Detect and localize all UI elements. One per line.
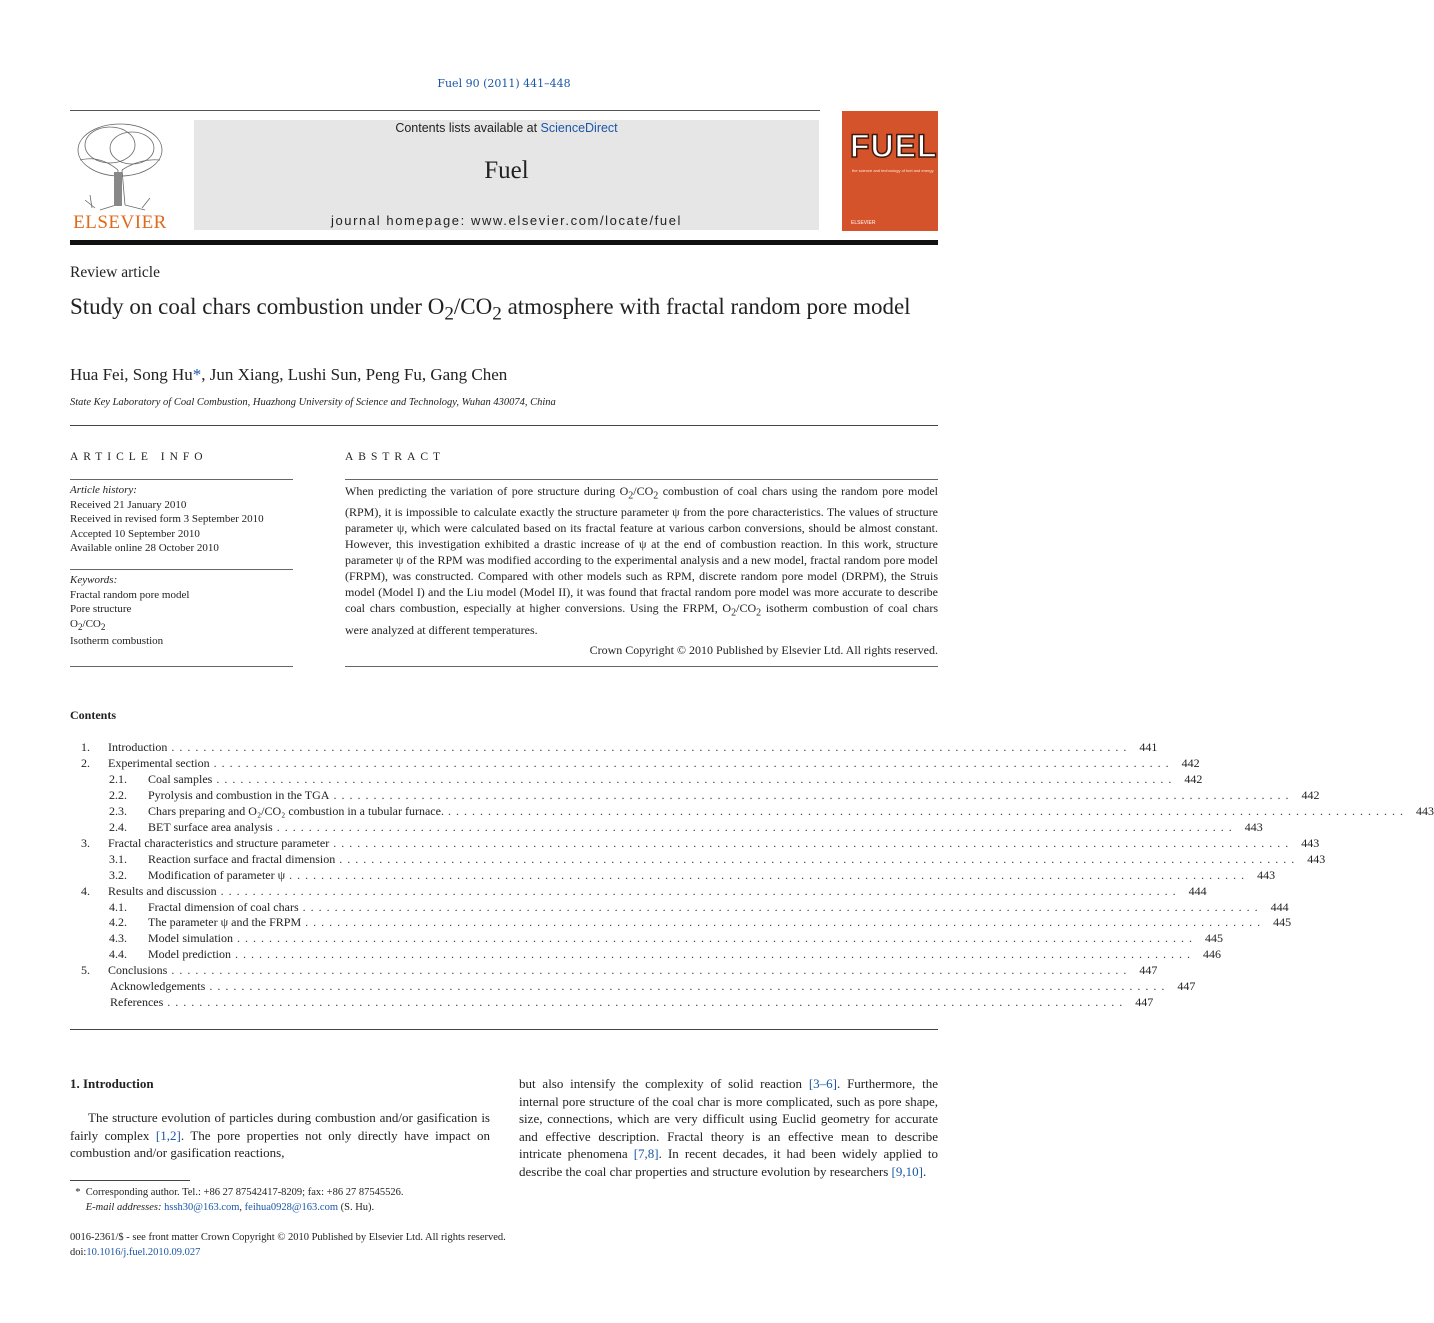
toc-number: 4.1. bbox=[109, 899, 127, 914]
abstract-rule bbox=[345, 666, 938, 667]
abstract-subscript: 2 bbox=[628, 490, 634, 502]
toc-label: Conclusions bbox=[108, 963, 168, 978]
toc-label: Fractal characteristics and structure parameter bbox=[108, 835, 330, 850]
citation-link[interactable]: [1,2] bbox=[155, 1127, 181, 1143]
toc-entry[interactable] bbox=[70, 930, 1223, 946]
toc-entry[interactable] bbox=[70, 994, 1154, 1010]
toc-leader-dots: . . . . . . . . . . . . . . . . . . . . . . . . . . . . . . . . . . . . . . . . . . . . . . . . . . . . . . . . . . . . . . . . . . . . . . . . . . . . . . . . . . . . . . . . . . . . . . . . . . . . . . . . . . . . . . . . . . . . . . . . bbox=[333, 787, 1290, 802]
article-type: Review article bbox=[70, 264, 160, 281]
toc-entry[interactable] bbox=[70, 771, 1203, 787]
footnote-mark: * bbox=[75, 1187, 81, 1198]
body-text: . The pore properties not only directly have impact on combustion and/or gasification reactions, bbox=[70, 1127, 490, 1160]
title-text: Study on coal chars combustion under O bbox=[70, 294, 445, 319]
toc-number: 2.2. bbox=[109, 787, 127, 802]
title-text: atmosphere with fractal random pore model bbox=[501, 294, 911, 319]
toc-number: 2.4. bbox=[109, 819, 127, 834]
abstract-rule bbox=[345, 479, 938, 480]
toc-label: References bbox=[110, 995, 164, 1010]
toc-number: 2.3. bbox=[109, 803, 127, 818]
cover-subtitle: the science and technology of fuel and energy bbox=[852, 168, 934, 173]
author-names: , Jun Xiang, Lushi Sun, Peng Fu, Gang Chen bbox=[201, 365, 508, 384]
toc-entry[interactable] bbox=[70, 914, 1292, 930]
abstract-subscript: 2 bbox=[653, 490, 659, 502]
toc-number: 4.4. bbox=[109, 947, 127, 962]
toc-entry[interactable] bbox=[70, 787, 1320, 803]
contents-prefix: Contents lists available at bbox=[395, 121, 541, 135]
history-item: Available online 28 October 2010 bbox=[70, 542, 219, 554]
toc-leader-dots: . . . . . . . . . . . . . . . . . . . . . . . . . . . . . . . . . . . . . . . . . . . . . . . . . . . . . . . . . . . . . . . . . . . . . . . . . . . . . . . . . . . . . . . . . . . . . . . . . . . . . . . . . . . . . . . . . . . . . . . . bbox=[209, 979, 1166, 994]
publisher-logo-text: ELSEVIER bbox=[73, 212, 167, 233]
email-separator: , bbox=[239, 1201, 245, 1213]
toc-page-number: 444 bbox=[1270, 899, 1289, 914]
introduction-left-column bbox=[70, 1109, 490, 1162]
toc-number bbox=[70, 994, 110, 1010]
history-item: Received 21 January 2010 bbox=[70, 498, 187, 511]
toc-leader-dots: . . . . . . . . . . . . . . . . . . . . . . . . . . . . . . . . . . . . . . . . . . . . . . . . . . . . . . . . . . . . . . . . . . . . . . . . . . . . . . . . . . . . . . . . . . . . . . . . . . . . . . . . . . . . . . . . . . . . . . . . bbox=[333, 835, 1290, 850]
toc-leader-dots: . . . . . . . . . . . . . . . . . . . . . . . . . . . . . . . . . . . . . . . . . . . . . . . . . . . . . . . . . . . . . . . . . . . . . . . . . . . . . . . . . . . . . . . . . . . . . . . . . . . . . . . . . . . . . . . . . . . . . . . . bbox=[339, 851, 1296, 866]
journal-reference[interactable]: Fuel 90 (2011) 441–448 bbox=[437, 77, 571, 90]
toc-entry[interactable] bbox=[70, 835, 1320, 851]
article-info-heading: ARTICLE INFO bbox=[70, 451, 208, 463]
history-item: Received in revised form 3 September 2010 bbox=[70, 513, 264, 525]
email-link[interactable]: feihua0928@163.com bbox=[244, 1201, 339, 1213]
cover-title: FUEL bbox=[850, 128, 938, 164]
toc-label: Modification of parameter ψ bbox=[148, 867, 286, 882]
issn-line: 0016-2361/$ - see front matter Crown Copyright © 2010 Published by Elsevier Ltd. All rights reserved. bbox=[70, 1232, 506, 1243]
toc-label: Acknowledgements bbox=[110, 979, 206, 994]
footnote-line bbox=[70, 1186, 403, 1201]
toc-leader-dots: . . . . . . . . . . . . . . . . . . . . . . . . . . . . . . . . . . . . . . . . . . . . . . . . . . . . . . . . . . . . . . . . . . . . . . . . . . . . . . . . . . . . . . . . . . . . . . . . . . . . . . . . . . . . . . . . . . . . . . . . bbox=[237, 931, 1193, 946]
history-item: Accepted 10 September 2010 bbox=[70, 527, 200, 540]
keywords bbox=[70, 573, 189, 649]
toc-leader-dots: . . . . . . . . . . . . . . . . . . . . . . . . . . . . . . . . . . . . . . . . . . . . . . . . . . . . . . . . . . . . . . . . . . . . . . . . . . . . . . . . . . . . . . . . . . . . . . . . . . . . . . . . . . . . . . . . . . . . . . . . bbox=[167, 995, 1124, 1010]
article-title bbox=[70, 292, 920, 329]
toc-label: Chars preparing and O₂/CO₂ combustion in a tubular furnace. bbox=[148, 803, 444, 818]
toc-leader-dots: . . . . . . . . . . . . . . . . . . . . . . . . . . . . . . . . . . . . . . . . . . . . . . . . . . . . . . . . . . . . . . . . . . . . . . . . . . . . . . . . . . . . . . . . . . . . . . . . . . . . . . . . . . . . . . . . . . . . . . . . bbox=[305, 915, 1262, 930]
doi-link[interactable]: 10.1016/j.fuel.2010.09.027 bbox=[86, 1246, 201, 1258]
toc-page-number: 447 bbox=[1135, 995, 1154, 1010]
toc-entry[interactable] bbox=[70, 803, 1434, 819]
toc-page-number: 442 bbox=[1301, 787, 1320, 802]
toc-label: Experimental section bbox=[108, 755, 210, 770]
toc-label: Coal samples bbox=[148, 771, 213, 786]
sciencedirect-link[interactable]: ScienceDirect bbox=[540, 121, 618, 135]
abstract-heading: ABSTRACT bbox=[345, 451, 446, 463]
corresponding-author-mark[interactable]: * bbox=[192, 365, 202, 384]
toc-leader-dots: . . . . . . . . . . . . . . . . . . . . . . . . . . . . . . . . . . . . . . . . . . . . . . . . . . . . . . . . . . . . . . . . . . . . . . . . . . . . . . . . . . . . . . . . . . . . . . . . . . . . . . . . . . . . . . . . . . . . . . . . bbox=[302, 899, 1259, 914]
keyword-text: /CO bbox=[82, 617, 101, 630]
keyword: Isotherm combustion bbox=[70, 635, 164, 648]
toc-page-number: 447 bbox=[1177, 979, 1196, 994]
body-text: . bbox=[922, 1163, 927, 1179]
toc-page-number: 445 bbox=[1273, 915, 1292, 930]
toc-number: 4.2. bbox=[109, 915, 127, 930]
toc-leader-dots: . . . . . . . . . . . . . . . . . . . . . . . . . . . . . . . . . . . . . . . . . . . . . . . . . . . . . . . . . . . . . . . . . . . . . . . . . . . . . . . . . . . . . . . . . . . . . . . . . . . . . . . . . . . . . . . . . . . . . . . . bbox=[216, 771, 1173, 786]
toc-entry[interactable] bbox=[70, 819, 1263, 835]
toc-entry[interactable] bbox=[70, 739, 1158, 755]
toc-label: The parameter ψ and the FRPM bbox=[148, 915, 302, 930]
toc-entry[interactable] bbox=[70, 946, 1221, 962]
toc-page-number: 441 bbox=[1139, 740, 1158, 754]
body-text: . In recent decades, it had been widely applied to describe the coal char properties and structure evolution by researchers bbox=[519, 1146, 938, 1179]
toc-number: 2.1. bbox=[109, 771, 127, 786]
title-text: /CO bbox=[453, 294, 493, 319]
toc-number: 3.1. bbox=[109, 851, 127, 866]
toc-entry[interactable] bbox=[70, 883, 1207, 899]
toc-page-number: 446 bbox=[1202, 947, 1221, 962]
keyword: Fractal random pore model bbox=[70, 588, 190, 601]
footnote-rule bbox=[70, 1180, 190, 1181]
toc-leader-dots: . . . . . . . . . . . . . . . . . . . . . . . . . . . . . . . . . . . . . . . . . . . . . . . . . . . . . . . . . . . . . . . . . . . . . . . . . . . . . . . . . . . . . . . . . . . . . . . . . . . . . . . . . . . . . . . . . . . . . . . . bbox=[289, 867, 1246, 882]
abstract-subscript: 2 bbox=[731, 607, 737, 619]
introduction-right-column bbox=[519, 1075, 938, 1180]
cover-publisher: ELSEVIER bbox=[851, 220, 876, 226]
footnote-text: Corresponding author. Tel.: +86 27 87542417-8209; fax: +86 27 87545526. bbox=[85, 1187, 404, 1198]
toc-label: BET surface area analysis bbox=[148, 819, 273, 834]
toc-page-number: 443 bbox=[1301, 835, 1320, 850]
journal-name: Fuel bbox=[484, 157, 529, 184]
toc-leader-dots: . . . . . . . . . . . . . . . . . . . . . . . . . . . . . . . . . . . . . . . . . . . . . . . . . . . . . . . . . . . . . . . . . . . . . . . . . . . . . . . . . . . . . . . . . . . . . . . . . . . . . . . . . . . . . . . . . . . . . . . . bbox=[171, 963, 1128, 978]
citation-link[interactable]: [9,10] bbox=[891, 1163, 923, 1179]
abstract-copyright: Crown Copyright © 2010 Published by Elsevier Ltd. All rights reserved. bbox=[589, 643, 938, 657]
abstract-subscript: 2 bbox=[756, 607, 762, 619]
toc-label: Results and discussion bbox=[108, 883, 217, 898]
top-rule bbox=[70, 110, 820, 111]
toc-label: Reaction surface and fractal dimension bbox=[148, 851, 336, 866]
citation-link[interactable]: [7,8] bbox=[633, 1146, 659, 1161]
toc-page-number: 443 bbox=[1244, 819, 1263, 834]
toc-leader-dots: . . . . . . . . . . . . . . . . . . . . . . . . . . . . . . . . . . . . . . . . . . . . . . . . . . . . . . . . . . . . . . . . . . . . . . . . . . . . . . . . . . . . . . . . . . . . . . . . . . . . . . . . . . . . . . . . . . . . . . . . bbox=[220, 883, 1177, 898]
citation-link[interactable]: [3–6] bbox=[808, 1076, 838, 1091]
body-text: . Furthermore, the internal pore structure of the coal char is more complicated, such as pore shape, size, connections, which are very difficult using Euclid geometry for accurate and effective description. Fractal theory is an effective mean to describe intricate phenomena bbox=[519, 1076, 938, 1161]
toc-number: 1. bbox=[81, 740, 90, 754]
abstract-segment: /CO bbox=[736, 601, 757, 616]
toc-number bbox=[70, 978, 110, 994]
toc-leader-dots: . . . . . . . . . . . . . . . . . . . . . . . . . . . . . . . . . . . . . . . . . . . . . . . . . . . . . . . . . . . . . . . . . . . . . . . . . . . . . . . . . . . . . . . . . . . . . . . . . . . . . . . . . . . . . . . . . . . . . . . . bbox=[213, 755, 1170, 770]
keyword-subscript: 2 bbox=[100, 621, 106, 632]
toc-page-number: 444 bbox=[1188, 883, 1207, 898]
abstract-segment: isotherm combustion of coal chars were analyzed at different temperatures. bbox=[345, 601, 939, 637]
article-history bbox=[70, 483, 264, 556]
keyword bbox=[70, 617, 189, 635]
authors bbox=[70, 365, 507, 385]
footnote bbox=[70, 1186, 403, 1215]
toc-number: 4.3. bbox=[109, 931, 127, 946]
body-text: The structure evolution of particles during combustion and/or gasification is fairly complex bbox=[70, 1110, 490, 1143]
toc-number: 4. bbox=[81, 883, 90, 898]
info-rule bbox=[70, 479, 293, 480]
keyword-text: O bbox=[70, 617, 78, 630]
header-thick-rule bbox=[70, 240, 938, 245]
abstract-segment: combustion of coal chars using the random pore model (RPM), it is impossible to calculate exactly the structure parameter ψ from the pore characteristics. The values of structure parameter ψ, which were calculated based on its fractal feature at various carbon conversions, should be almost constant. However, this investigation exhibited a drastic increase of ψ at the end of combustion reaction. In this work, structure parameter ψ of the RPM was modified according to the experimental analysis and a new model, fractal random pore model (FRPM), was constructed. Compared with other models such as RPM, discrete random pore model (DRPM), the Struis model (Model I) and the Liu model (Model II), it was found that fractal random pore model was more accurate to describe coal chars combustion, especially at higher conversions. Using the FRPM, O bbox=[345, 484, 938, 616]
title-subscript: 2 bbox=[444, 303, 454, 325]
affiliation: State Key Laboratory of Coal Combustion, Huazhong University of Science and Technology, Wuhan 430074, China bbox=[70, 397, 556, 408]
contents-heading: Contents bbox=[70, 708, 117, 722]
toc-page-number: 445 bbox=[1205, 931, 1223, 946]
toc-entry[interactable] bbox=[70, 867, 1276, 883]
email-link[interactable]: hssh30@163.com bbox=[164, 1201, 240, 1213]
toc-number: 3.2. bbox=[109, 867, 127, 882]
abstract-text bbox=[345, 483, 938, 638]
toc-number: 3. bbox=[81, 835, 90, 850]
toc-label: Pyrolysis and combustion in the TGA bbox=[148, 787, 330, 802]
abstract-segment: /CO bbox=[633, 484, 654, 498]
toc-page-number: 443 bbox=[1307, 851, 1326, 866]
doi-line bbox=[70, 1246, 506, 1261]
toc-label: Fractal dimension of coal chars bbox=[148, 899, 299, 914]
journal-homepage[interactable]: journal homepage: www.elsevier.com/locate/fuel bbox=[330, 213, 683, 228]
toc-entry[interactable] bbox=[70, 851, 1326, 867]
bottom-info bbox=[70, 1231, 506, 1260]
toc-page-number: 447 bbox=[1139, 963, 1158, 978]
email-label: E-mail addresses: bbox=[85, 1201, 162, 1213]
toc-page-number: 442 bbox=[1184, 771, 1203, 786]
toc-entry[interactable] bbox=[70, 899, 1289, 915]
toc-leader-dots: . . . . . . . . . . . . . . . . . . . . . . . . . . . . . . . . . . . . . . . . . . . . . . . . . . . . . . . . . . . . . . . . . . . . . . . . . . . . . . . . . . . . . . . . . . . . . . . . . . . . . . . . . . . . . . . . . . . . . . . . bbox=[276, 819, 1233, 834]
toc-leader-dots: . . . . . . . . . . . . . . . . . . . . . . . . . . . . . . . . . . . . . . . . . . . . . . . . . . . . . . . . . . . . . . . . . . . . . . . . . . . . . . . . . . . . . . . . . . . . . . . . . . . . . . . . . . . . . . . . . . . . . . . . bbox=[447, 803, 1404, 818]
keywords-label: Keywords: bbox=[70, 574, 118, 586]
contents-available-line bbox=[194, 121, 819, 135]
body-text: but also intensify the complexity of solid reaction bbox=[519, 1076, 809, 1091]
toc-entry[interactable] bbox=[70, 962, 1158, 978]
toc-page-number: 443 bbox=[1415, 803, 1434, 818]
toc-leader-dots: . . . . . . . . . . . . . . . . . . . . . . . . . . . . . . . . . . . . . . . . . . . . . . . . . . . . . . . . . . . . . . . . . . . . . . . . . . . . . . . . . . . . . . . . . . . . . . . . . . . . . . . . . . . . . . . . . . . . . . . . bbox=[171, 740, 1128, 754]
toc-leader-dots: . . . . . . . . . . . . . . . . . . . . . . . . . . . . . . . . . . . . . . . . . . . . . . . . . . . . . . . . . . . . . . . . . . . . . . . . . . . . . . . . . . . . . . . . . . . . . . . . . . . . . . . . . . . . . . . . . . . . . . . . bbox=[234, 947, 1191, 962]
info-rule bbox=[70, 569, 293, 570]
abstract-segment: When predicting the variation of pore structure during O bbox=[345, 484, 629, 498]
doi-label: doi: bbox=[70, 1246, 87, 1258]
toc-number: 5. bbox=[81, 963, 90, 978]
toc-entry[interactable] bbox=[70, 755, 1200, 771]
toc-entry[interactable] bbox=[70, 978, 1196, 994]
footnote-line bbox=[70, 1201, 403, 1216]
history-label: Article history: bbox=[70, 484, 137, 496]
keyword: Pore structure bbox=[70, 603, 132, 615]
email-suffix: (S. Hu). bbox=[338, 1201, 375, 1213]
toc-label: Model prediction bbox=[148, 947, 231, 962]
toc-label: Introduction bbox=[108, 740, 168, 754]
introduction-heading: 1. Introduction bbox=[70, 1076, 154, 1091]
toc-page-number: 442 bbox=[1181, 755, 1200, 770]
toc-page-number: 443 bbox=[1257, 867, 1276, 882]
keyword-subscript: 2 bbox=[77, 621, 83, 632]
author-names: Hua Fei, Song Hu bbox=[70, 365, 193, 384]
section-rule bbox=[70, 1029, 938, 1030]
toc-number: 2. bbox=[81, 755, 90, 770]
toc-label: Model simulation bbox=[148, 931, 233, 946]
section-rule bbox=[70, 425, 938, 426]
info-rule bbox=[70, 666, 293, 667]
title-subscript: 2 bbox=[492, 303, 502, 325]
